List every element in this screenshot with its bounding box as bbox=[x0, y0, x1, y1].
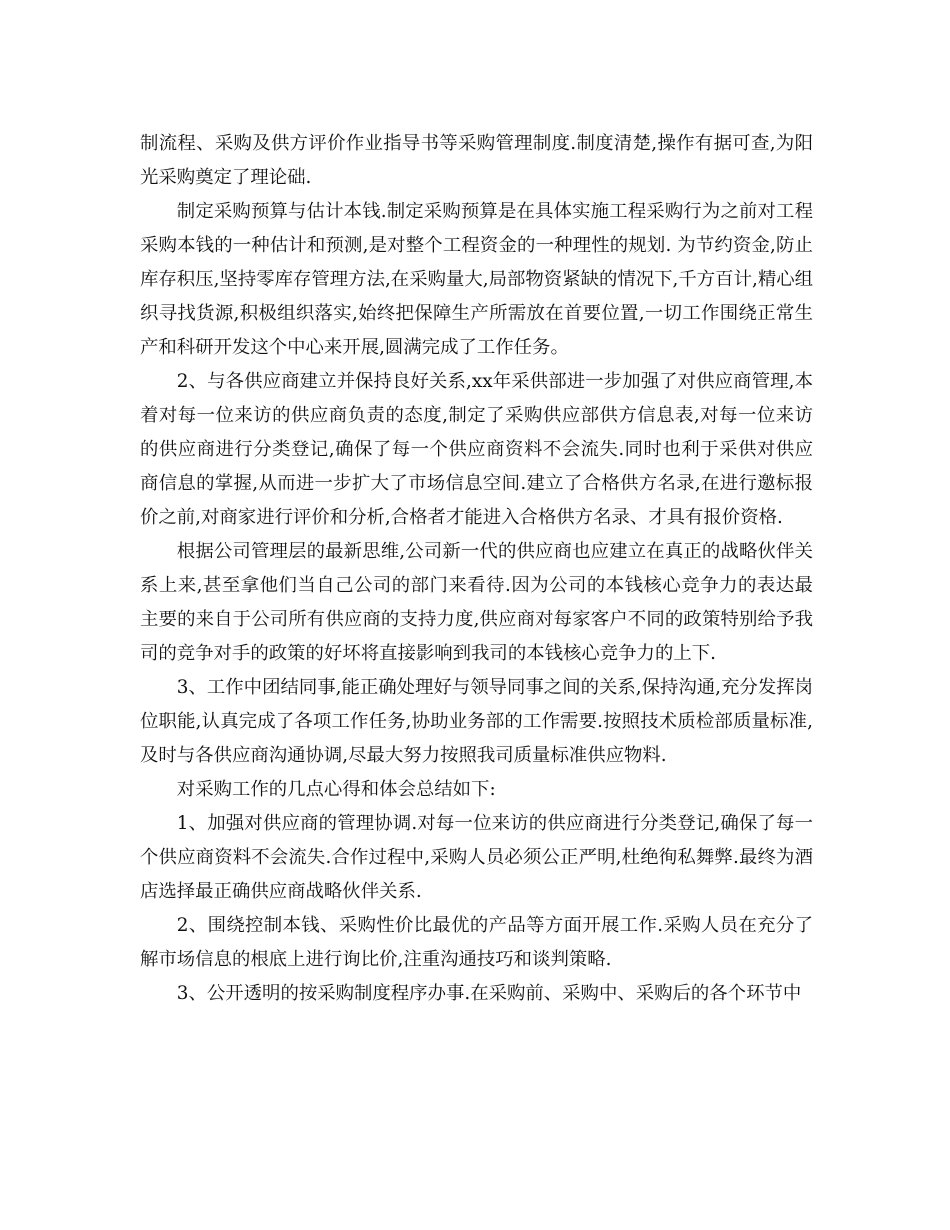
paragraph-continuation: 制流程、采购及供方评价作业指导书等采购管理制度.制度清楚,操作有据可查,为阳光采购奠定了理论础. bbox=[140, 133, 813, 188]
paragraph-point-3: 3、公开透明的按采购制度程序办事.在采购前、采购中、采购后的各个环节中 bbox=[176, 983, 802, 1004]
paragraph-point-2: 2、围绕控制本钱、采购性价比最优的产品等方面开展工作.采购人员在充分了解市场信息的根底上进行询比价,注重沟通技巧和谈判策略. bbox=[140, 915, 813, 970]
paragraph-point-1: 1、加强对供应商的管理协调.对每一位来访的供应商进行分类登记,确保了每一个供应商资料不会流失.合作过程中,采购人员必须公正严明,杜绝徇私舞弊.最终为酒店选择最正确供应商战略伙伴关系. bbox=[140, 813, 813, 902]
paragraph-summary-intro: 对采购工作的几点心得和体会总结如下: bbox=[176, 779, 496, 800]
document-body bbox=[140, 127, 813, 1011]
paragraph-teamwork: 3、工作中团结同事,能正确处理好与领导同事之间的关系,保持沟通,充分发挥岗位职能,认真完成了各项工作任务,协助业务部的工作需要.按照技术质检部质量标准,及时与各供应商沟通协调,尽最大努力按照我司质量标准供应物料. bbox=[140, 677, 813, 766]
paragraph-budget: 制定采购预算与估计本钱.制定采购预算是在具体实施工程采购行为之前对工程采购本钱的一种估计和预测,是对整个工程资金的一种理性的规划. 为节约资金,防止库存积压,坚持零库存管理方法,在采购量大,局部物资紧缺的情况下,千方百计,精心组织寻找货源,积极组织落实,始终把保障生产所需放在首要位置,一切工作围绕正常生产和科研开发这个中心来开展,圆满完成了工作任务。 bbox=[140, 201, 813, 358]
paragraph-supplier-relations: 2、与各供应商建立并保持良好关系,xx年采供部进一步加强了对供应商管理,本着对每一位来访的供应商负责的态度,制定了采购供应部供方信息表,对每一位来访的供应商进行分类登记,确保了每一个供应商资料不会流失.同时也利于采供对供应商信息的掌握,从而进一步扩大了市场信息空间.建立了合格供方名录,在进行邀标报价之前,对商家进行评价和分析,合格者才能进入合格供方名录、才具有报价资格. bbox=[140, 371, 813, 528]
paragraph-strategic-partners: 根据公司管理层的最新思维,公司新一代的供应商也应建立在真正的战略伙伴关系上来,甚至拿他们当自己公司的部门来看待.因为公司的本钱核心竞争力的表达最主要的来自于公司所有供应商的支持力度,供应商对每家客户不同的政策特别给予我司的竞争对手的政策的好坏将直接影响到我司的本钱核心竞争力的上下. bbox=[140, 541, 813, 664]
